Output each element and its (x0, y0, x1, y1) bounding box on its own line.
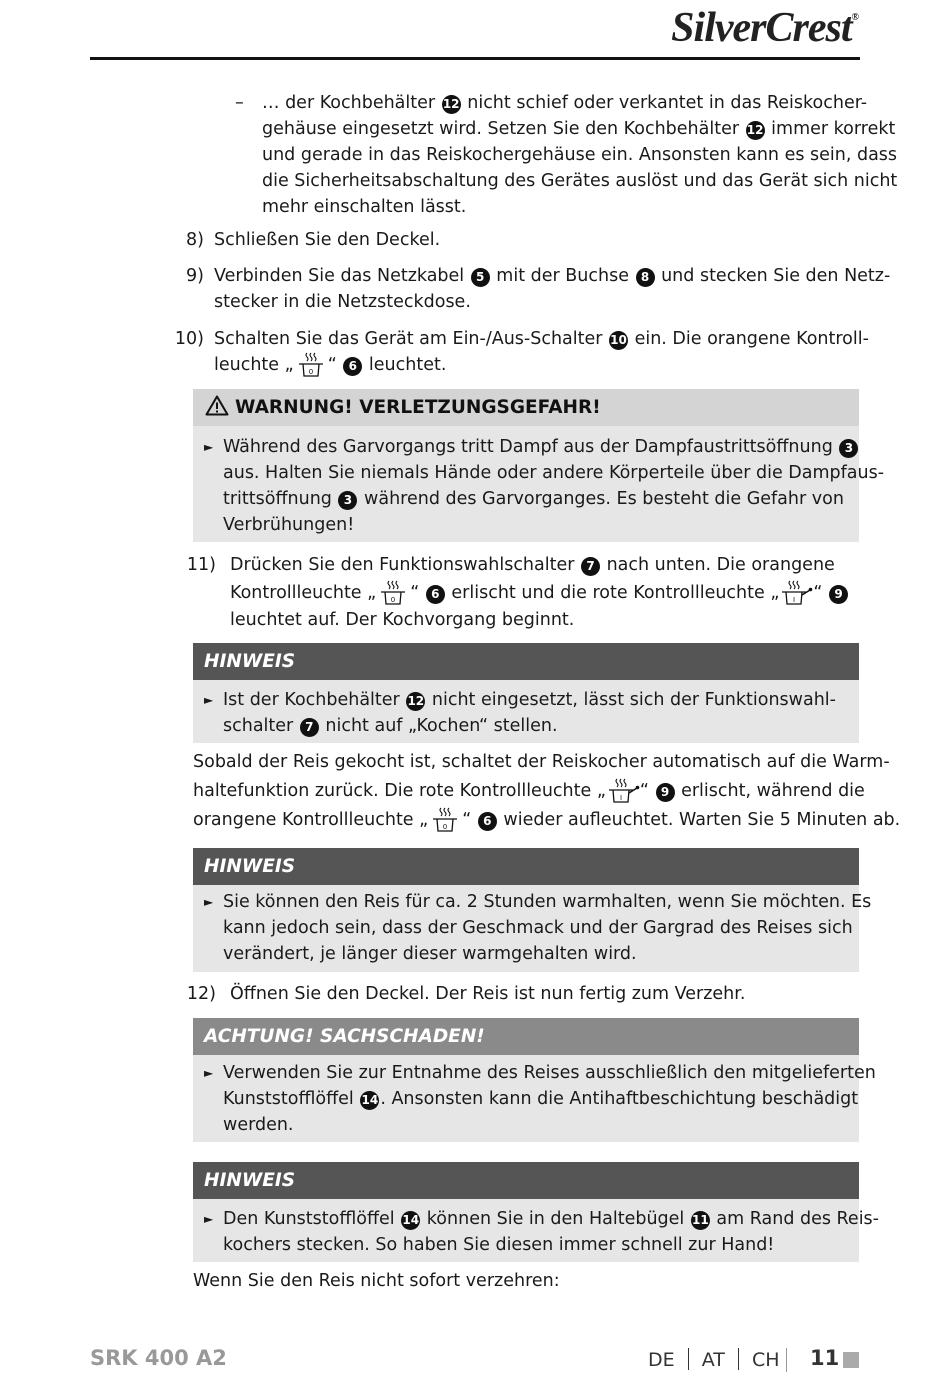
step-number: 9) (186, 266, 204, 286)
lang-separator (688, 1348, 689, 1370)
warning-triangle-icon (205, 395, 229, 416)
dash-line: die Sicherheitsabschaltung des Gerätes auslöst und das Gerät sich nicht (262, 171, 898, 191)
reference-number-badge: 7 (581, 557, 600, 576)
bullet-arrow-icon: ► (204, 440, 214, 454)
header-rule (90, 57, 860, 60)
note-header: HINWEIS (193, 1162, 859, 1199)
lang-at: AT (701, 1349, 725, 1371)
model-number: SRK 400 A2 (90, 1346, 227, 1370)
reference-number-badge: 12 (442, 95, 461, 114)
reference-number-badge: 14 (401, 1211, 420, 1230)
dash-line: mehr einschalten lässt. (262, 197, 467, 217)
warning-line: Während des Garvorgangs tritt Dampf aus der Dampfaustrittsöffnung 3 (223, 434, 859, 460)
note-line: Sie können den Reis für ca. 2 Stunden warmhalten, wenn Sie möchten. Es (223, 892, 872, 912)
caution-header: ACHTUNG! SACHSCHADEN! (193, 1018, 859, 1055)
dash-marker: – (235, 93, 244, 113)
reference-number-badge: 9 (829, 585, 848, 604)
step-text: leuchte „ 0 “ 6 leuchtet. (214, 352, 446, 378)
caution-line: Kunststofflöffel 14 . Ansonsten kann die Antihaftbeschichtung beschädigt (223, 1089, 859, 1109)
reference-number-badge: 6 (343, 357, 362, 376)
reference-number-badge: 11 (691, 1211, 710, 1230)
bullet-arrow-icon: ► (204, 693, 214, 707)
note-line: kann jedoch sein, dass der Geschmack und der Gargrad des Reises sich (223, 918, 853, 938)
warning-line: Verbrühungen! (223, 515, 355, 535)
rice-pot-icon (428, 807, 462, 833)
bullet-arrow-icon: ► (204, 895, 214, 909)
reference-number-badge: 7 (300, 718, 319, 737)
svg-text:0: 0 (308, 368, 313, 376)
reference-number-badge: 9 (656, 783, 675, 802)
reference-number-badge: 14 (360, 1091, 379, 1110)
page-marker (843, 1352, 859, 1368)
reference-number-badge: 10 (609, 331, 628, 350)
dash-line: und gerade in das Reiskochergehäuse ein. Ansonsten kann es sein, dass (262, 145, 898, 165)
note-line: kochers stecken. So haben Sie diesen immer schnell zur Hand! (223, 1235, 775, 1255)
reference-number-badge: 8 (636, 268, 655, 287)
reference-number-badge: 3 (338, 491, 357, 510)
warning-line: trittsöffnung 3 während des Garvorganges. Es besteht die Gefahr von (223, 489, 844, 509)
paragraph-line: Wenn Sie den Reis nicht sofort verzehren: (193, 1271, 560, 1291)
rice-pot-cooking-icon (606, 778, 640, 804)
paragraph-line: Sobald der Reis gekocht ist, schaltet der Reiskocher automatisch auf die Warm- (193, 752, 890, 772)
step-text: Schalten Sie das Gerät am Ein-/Aus-Schalter 10 ein. Die orangene Kontroll- (214, 329, 869, 349)
brand-logo: SilverCrest® (671, 5, 858, 51)
reference-number-badge: 12 (406, 692, 425, 711)
lang-separator (738, 1348, 739, 1370)
warning-line: aus. Halten Sie niemals Hände oder andere Körperteile über die Dampfaus- (223, 463, 885, 483)
reference-number-badge: 6 (426, 585, 445, 604)
dash-line: … der Kochbehälter 12 nicht schief oder verkantet in das Reiskocher- (262, 93, 868, 113)
svg-text:0: 0 (442, 823, 448, 831)
svg-text:I: I (619, 794, 622, 802)
rice-pot-icon (294, 352, 328, 378)
warning-title: WARNUNG! VERLETZUNGSGEFAHR! (235, 397, 601, 418)
lang-ch: CH (751, 1349, 780, 1371)
reference-number-badge: 6 (478, 812, 497, 831)
step-text: stecker in die Netzsteckdose. (214, 292, 471, 312)
paragraph-line: haltefunktion zurück. Die rote Kontrollleuchte „ I “ 9 erlischt, während die (193, 778, 865, 804)
rice-pot-icon (376, 580, 410, 606)
lang-de: DE (648, 1349, 675, 1371)
step-text: leuchtet auf. Der Kochvorgang beginnt. (230, 610, 575, 630)
step-number: 10) (174, 329, 204, 349)
rice-pot-cooking-icon (779, 580, 813, 606)
svg-text:I: I (793, 596, 796, 604)
step-text: Schließen Sie den Deckel. (214, 230, 441, 250)
bullet-arrow-icon: ► (204, 1212, 214, 1226)
note-header: HINWEIS (193, 643, 859, 680)
note-line: verändert, je länger dieser warmgehalten wird. (223, 944, 637, 964)
language-codes (648, 1348, 780, 1371)
step-text: Drücken Sie den Funktionswahlschalter 7 nach unten. Die orangene (230, 555, 835, 575)
step-number: 8) (186, 230, 204, 250)
paragraph-line: orangene Kontrollleuchte „ 0 “ 6 wieder aufleuchtet. Warten Sie 5 Minuten ab. (193, 807, 900, 833)
bullet-arrow-icon: ► (204, 1066, 214, 1080)
note-line: Ist der Kochbehälter 12 nicht eingesetzt, lässt sich der Funktionswahl- (223, 690, 836, 710)
step-text: Kontrollleuchte „ 0 “ 6 erlischt und die rote Kontrollleuchte „ I “ 9 (230, 580, 849, 606)
footer-separator (786, 1348, 787, 1372)
step-text: Verbinden Sie das Netzkabel 5 mit der Buchse 8 und stecken Sie den Netz- (214, 266, 891, 286)
dash-line: gehäuse eingesetzt wird. Setzen Sie den Kochbehälter 12 immer korrekt (262, 119, 896, 139)
page-number: 11 (810, 1346, 840, 1370)
step-number: 12) (186, 984, 216, 1004)
note-line: Den Kunststofflöffel 14 können Sie in den Haltebügel 11 am Rand des Reis- (223, 1209, 879, 1229)
warning-header (193, 389, 859, 426)
caution-line: Verwenden Sie zur Entnahme des Reises ausschließlich den mitgelieferten (223, 1063, 876, 1083)
note-line: schalter 7 nicht auf „Kochen“ stellen. (223, 716, 558, 736)
note-header: HINWEIS (193, 848, 859, 885)
reference-number-badge: 3 (839, 439, 858, 458)
caution-line: werden. (223, 1115, 294, 1135)
svg-text:0: 0 (390, 596, 396, 604)
step-text: Öffnen Sie den Deckel. Der Reis ist nun fertig zum Verzehr. (230, 984, 746, 1004)
step-number: 11) (186, 555, 216, 575)
reference-number-badge: 5 (471, 268, 490, 287)
reference-number-badge: 12 (746, 121, 765, 140)
